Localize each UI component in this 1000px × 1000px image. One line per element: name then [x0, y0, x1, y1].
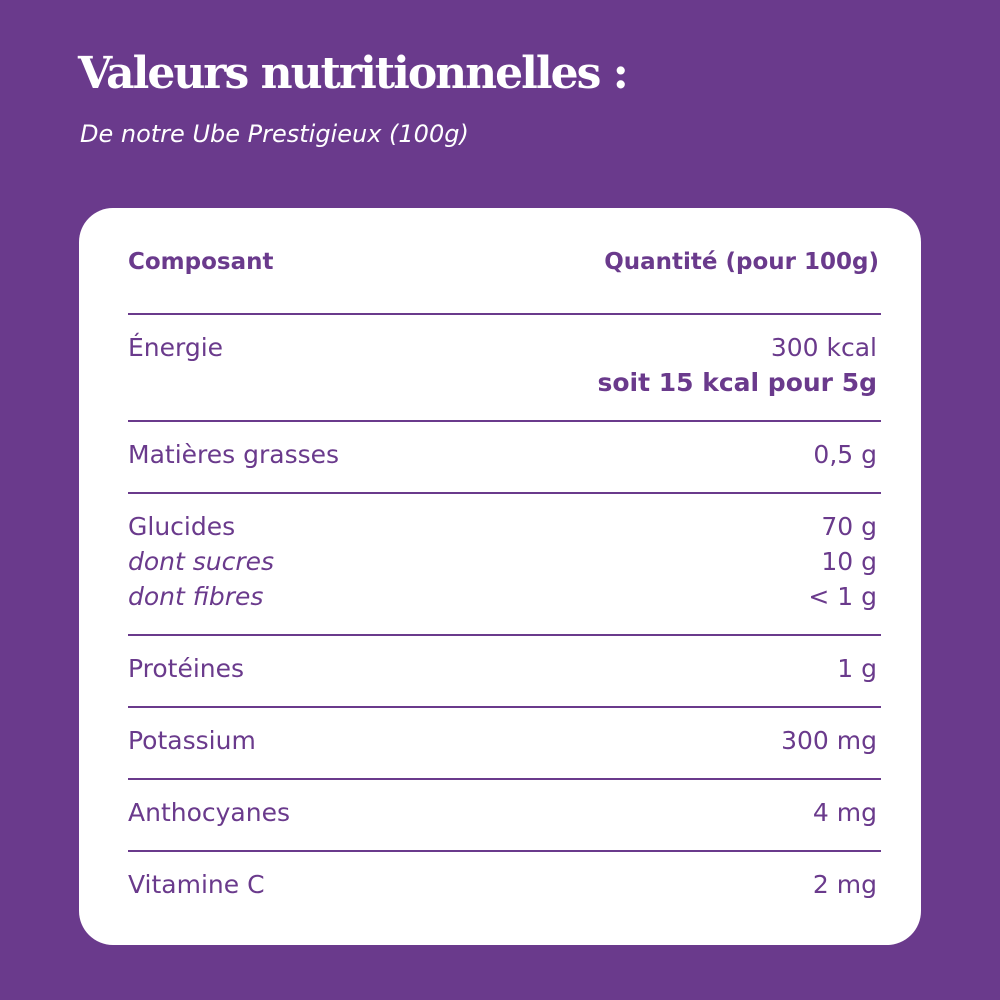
row-value-anthocyanes: 4 mg [812, 798, 877, 827]
table-row [128, 636, 881, 708]
row-subvalue-sucres: 10 g [821, 547, 877, 576]
row-value-matieres-grasses: 0,5 g [813, 440, 877, 469]
page-subtitle: De notre Ube Prestigieux (100g) [80, 120, 469, 148]
row-value-glucides: 70 g [821, 512, 877, 541]
row-value-proteines: 1 g [837, 654, 877, 683]
header-quantity: Quantité (pour 100g) [604, 249, 879, 275]
row-name-proteines: Protéines [128, 654, 245, 683]
row-name-energie: Énergie [128, 333, 224, 362]
row-extra-energie: soit 15 kcal pour 5g [597, 368, 877, 397]
page-title: Valeurs nutritionnelles : [78, 48, 627, 99]
row-subname-sucres: dont sucres [128, 547, 275, 576]
row-subvalue-fibres: < 1 g [808, 582, 877, 611]
row-name-glucides: Glucides [128, 512, 236, 541]
row-value-potassium: 300 mg [781, 726, 877, 755]
table-row [128, 780, 881, 852]
row-name-vitamine-c: Vitamine C [128, 870, 265, 899]
row-value-energie: 300 kcal [770, 333, 877, 362]
nutrition-table [128, 246, 881, 924]
header-component: Composant [128, 249, 274, 275]
row-name-potassium: Potassium [128, 726, 256, 755]
nutrition-card [79, 208, 921, 945]
row-value-vitamine-c: 2 mg [812, 870, 877, 899]
table-row [128, 315, 881, 422]
table-row [128, 422, 881, 494]
table-row [128, 494, 881, 636]
table-row [128, 708, 881, 780]
table-row [128, 852, 881, 924]
row-name-anthocyanes: Anthocyanes [128, 798, 290, 827]
table-header [128, 246, 881, 315]
row-name-matieres-grasses: Matières grasses [128, 440, 340, 469]
row-subname-fibres: dont fibres [128, 582, 264, 611]
